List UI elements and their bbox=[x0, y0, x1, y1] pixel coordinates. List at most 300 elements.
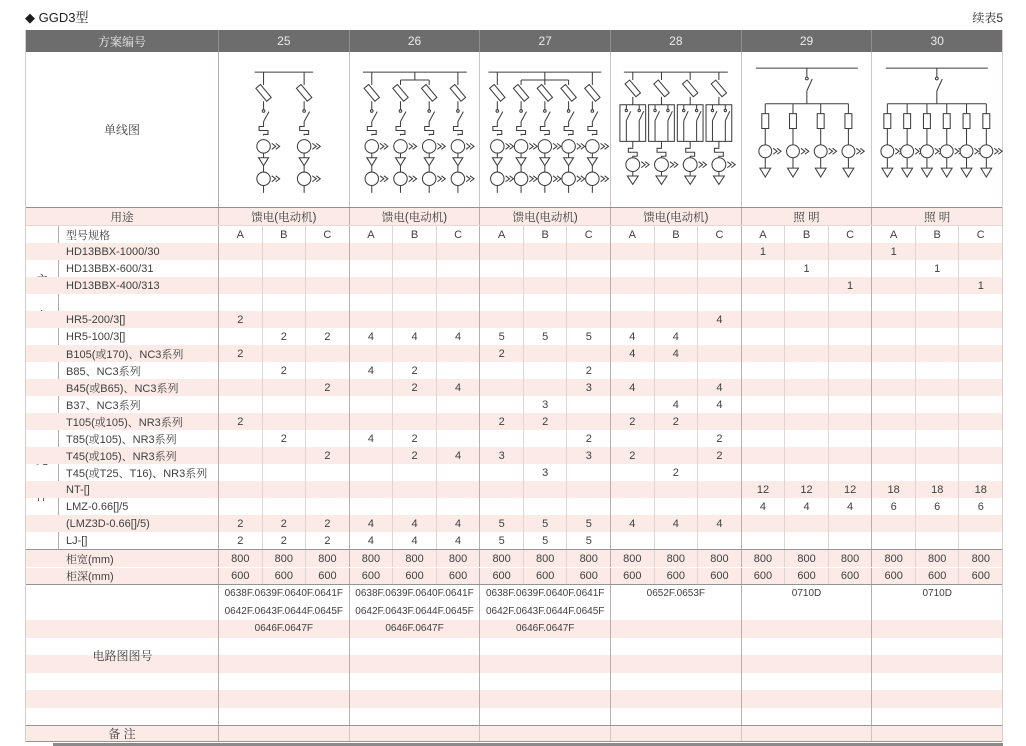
value-cell: C bbox=[846, 228, 855, 241]
value-cell bbox=[480, 498, 524, 515]
scheme-group bbox=[219, 328, 350, 345]
value-cell bbox=[263, 413, 307, 430]
dimension-cell: 800 bbox=[393, 550, 437, 567]
value-cell bbox=[872, 260, 916, 277]
value-cell bbox=[263, 243, 307, 260]
value-cell: 4 bbox=[455, 534, 462, 547]
value-cell bbox=[698, 362, 741, 379]
value-cell: 2 bbox=[219, 515, 263, 532]
model-row bbox=[26, 464, 1002, 481]
scheme-group bbox=[480, 243, 611, 260]
value-cell bbox=[698, 532, 741, 549]
value-cell bbox=[742, 515, 786, 532]
value-cell bbox=[611, 481, 655, 498]
scheme-group bbox=[350, 515, 481, 532]
circuit-number-cell bbox=[742, 655, 873, 673]
value-cell bbox=[829, 328, 872, 345]
value-cell bbox=[611, 430, 655, 447]
scheme-group bbox=[611, 243, 742, 260]
circuit-label-spacer bbox=[26, 638, 219, 656]
scheme-group bbox=[480, 294, 611, 311]
value-cell: 3 bbox=[585, 449, 592, 462]
value-cell bbox=[350, 277, 394, 294]
circuit-number-cell bbox=[872, 655, 1002, 673]
value-cell: 5 bbox=[585, 517, 592, 530]
value-cell bbox=[959, 311, 1002, 328]
value-cell: 2 bbox=[219, 532, 263, 549]
value-cell bbox=[655, 311, 699, 328]
value-cell bbox=[829, 396, 872, 413]
component-matrix bbox=[26, 226, 1002, 549]
value-cell bbox=[524, 277, 568, 294]
dimension-cell: 600 bbox=[971, 570, 990, 582]
value-cell: 18 bbox=[872, 481, 916, 498]
circuit-number-cell bbox=[872, 603, 1002, 621]
value-cell bbox=[524, 447, 568, 464]
value-cell: 2 bbox=[585, 432, 592, 445]
value-cell bbox=[655, 532, 699, 549]
value-cell bbox=[393, 294, 437, 311]
scheme-group bbox=[480, 226, 611, 243]
value-cell bbox=[916, 379, 960, 396]
circuit-number-cell bbox=[219, 638, 350, 656]
scheme-group bbox=[872, 447, 1002, 464]
value-cell bbox=[219, 328, 263, 345]
value-cell bbox=[263, 464, 307, 481]
scheme-number: 26 bbox=[350, 30, 481, 52]
scheme-group bbox=[350, 396, 481, 413]
scheme-group bbox=[219, 413, 350, 430]
value-cell bbox=[480, 481, 524, 498]
value-cell bbox=[306, 311, 349, 328]
value-cell bbox=[437, 498, 480, 515]
value-cell bbox=[306, 430, 349, 447]
value-cell bbox=[655, 362, 699, 379]
value-cell bbox=[959, 294, 1002, 311]
dimension-cell: 800 bbox=[916, 550, 960, 567]
value-cell bbox=[916, 345, 960, 362]
scheme-group bbox=[872, 396, 1002, 413]
scheme-group bbox=[742, 328, 873, 345]
value-cell bbox=[829, 243, 872, 260]
value-cell bbox=[611, 498, 655, 515]
scheme-group bbox=[611, 550, 742, 567]
value-cell bbox=[567, 294, 610, 311]
value-cell bbox=[655, 430, 699, 447]
scheme-group bbox=[350, 498, 481, 515]
value-cell: 2 bbox=[393, 430, 437, 447]
value-cell bbox=[916, 277, 960, 294]
value-cell bbox=[393, 464, 437, 481]
value-cell bbox=[698, 243, 741, 260]
model-row bbox=[26, 277, 1002, 294]
circuit-number-cell bbox=[872, 620, 1002, 638]
value-cell bbox=[219, 396, 263, 413]
value-cell bbox=[916, 413, 960, 430]
scheme-number: 25 bbox=[219, 30, 350, 52]
value-cell bbox=[959, 243, 1002, 260]
value-cell bbox=[655, 447, 699, 464]
value-cell bbox=[350, 498, 394, 515]
value-cell bbox=[611, 243, 655, 260]
circuit-number-cell bbox=[350, 655, 481, 673]
value-cell bbox=[698, 481, 741, 498]
value-cell bbox=[872, 515, 916, 532]
value-cell: 4 bbox=[655, 396, 699, 413]
usage-cell: 照 明 bbox=[924, 211, 951, 224]
circuit-stripe-row bbox=[26, 638, 1002, 656]
model-row-label: B45(或B65)、NC3系列 bbox=[26, 379, 219, 396]
value-cell bbox=[872, 532, 916, 549]
value-cell: 4 bbox=[455, 449, 462, 462]
circuit-number-cell bbox=[611, 603, 742, 621]
scheme-group bbox=[872, 311, 1002, 328]
circuit-number-cell bbox=[742, 690, 873, 708]
scheme-group bbox=[611, 481, 742, 498]
scheme-group bbox=[872, 498, 1002, 515]
scheme-group bbox=[742, 243, 873, 260]
value-cell bbox=[524, 294, 568, 311]
scheme-group bbox=[219, 345, 350, 362]
scheme-group bbox=[742, 498, 873, 515]
value-cell bbox=[567, 481, 610, 498]
model-row bbox=[26, 515, 1002, 532]
circuit-number-cell: 0646F.0647F bbox=[480, 620, 611, 638]
dimension-cell: 600 bbox=[350, 568, 394, 584]
value-cell bbox=[785, 532, 829, 549]
dimension-cell: 600 bbox=[916, 568, 960, 584]
scheme-group bbox=[219, 260, 350, 277]
remark-cell bbox=[350, 726, 481, 741]
value-cell bbox=[306, 498, 349, 515]
cabinet-width-row bbox=[26, 549, 1002, 567]
scheme-group bbox=[480, 328, 611, 345]
circuit-number-cell bbox=[219, 655, 350, 673]
dimension-cell: 800 bbox=[524, 550, 568, 567]
single-line-diagram-26 bbox=[350, 52, 481, 207]
scheme-group bbox=[742, 481, 873, 498]
scheme-group bbox=[611, 464, 742, 481]
value-cell bbox=[959, 447, 1002, 464]
scheme-group bbox=[219, 515, 350, 532]
table-header-row bbox=[26, 30, 1002, 52]
value-cell bbox=[785, 277, 829, 294]
value-cell bbox=[524, 362, 568, 379]
scheme-number: 28 bbox=[611, 30, 742, 52]
circuit-number-cell: 0646F.0647F bbox=[219, 620, 350, 638]
value-cell: 2 bbox=[480, 413, 524, 430]
scheme-group bbox=[611, 430, 742, 447]
model-row-label: T85(或105)、NR3系列 bbox=[26, 430, 219, 447]
dimension-cell: 800 bbox=[579, 552, 598, 565]
value-cell bbox=[219, 481, 263, 498]
scheme-group bbox=[480, 515, 611, 532]
value-cell bbox=[872, 413, 916, 430]
value-cell: 4 bbox=[455, 381, 462, 394]
page-title: ◆ GGD3型 bbox=[25, 10, 89, 25]
value-cell bbox=[698, 277, 741, 294]
value-cell bbox=[872, 277, 916, 294]
scheme-group bbox=[350, 550, 481, 567]
value-cell: 6 bbox=[916, 498, 960, 515]
value-cell bbox=[567, 498, 610, 515]
scheme-group bbox=[742, 568, 873, 584]
scheme-group bbox=[872, 362, 1002, 379]
value-cell bbox=[742, 260, 786, 277]
value-cell bbox=[480, 260, 524, 277]
model-row bbox=[26, 379, 1002, 396]
value-cell: A bbox=[742, 226, 786, 243]
remark-cell bbox=[611, 726, 742, 741]
remark-row-label: 备 注 bbox=[26, 726, 219, 741]
circuit-number-cell bbox=[611, 690, 742, 708]
dimension-cell: 800 bbox=[448, 552, 468, 565]
dimension-cell: 600 bbox=[579, 570, 598, 582]
scheme-group bbox=[219, 481, 350, 498]
value-cell: 2 bbox=[263, 328, 307, 345]
value-cell bbox=[480, 430, 524, 447]
value-cell bbox=[524, 243, 568, 260]
value-cell bbox=[916, 532, 960, 549]
scheme-group bbox=[480, 430, 611, 447]
circuit-number-cell bbox=[350, 690, 481, 708]
scheme-group bbox=[611, 362, 742, 379]
circuit-number-cell bbox=[480, 708, 611, 726]
scheme-group bbox=[742, 447, 873, 464]
value-cell bbox=[219, 498, 263, 515]
value-cell bbox=[785, 447, 829, 464]
value-cell: 1 bbox=[977, 279, 984, 292]
value-cell: 2 bbox=[716, 449, 723, 462]
value-cell bbox=[437, 413, 480, 430]
scheme-group bbox=[742, 532, 873, 549]
scheme-group bbox=[872, 243, 1002, 260]
value-cell bbox=[655, 260, 699, 277]
scheme-group bbox=[219, 277, 350, 294]
scheme-group bbox=[350, 568, 481, 584]
value-cell bbox=[437, 294, 480, 311]
scheme-group bbox=[872, 515, 1002, 532]
value-cell: B bbox=[393, 226, 437, 243]
scheme-group bbox=[611, 328, 742, 345]
value-cell: 2 bbox=[324, 330, 331, 343]
circuit-stripe-row bbox=[26, 620, 1002, 638]
value-cell bbox=[742, 396, 786, 413]
model-row-label: B105(或170)、NC3系列 bbox=[26, 345, 219, 362]
dimension-cell: 800 bbox=[840, 552, 860, 565]
value-cell: 4 bbox=[611, 345, 655, 362]
value-cell: 18 bbox=[916, 481, 960, 498]
model-row-label: T105(或105)、NR3系列 bbox=[26, 413, 219, 430]
scheme-group bbox=[219, 532, 350, 549]
scheme-group bbox=[480, 260, 611, 277]
scheme-group bbox=[872, 345, 1002, 362]
model-row-label: HD13BBX-600/31 bbox=[26, 260, 219, 277]
value-cell bbox=[437, 396, 480, 413]
value-cell bbox=[524, 430, 568, 447]
dimension-cell: 600 bbox=[655, 568, 699, 584]
value-cell bbox=[611, 260, 655, 277]
scheme-group bbox=[872, 430, 1002, 447]
dimension-cell: 600 bbox=[524, 568, 568, 584]
value-cell: 4 bbox=[716, 398, 723, 411]
usage-cell: 馈电(电动机) bbox=[611, 208, 742, 225]
value-cell bbox=[916, 464, 960, 481]
scheme-group bbox=[350, 243, 481, 260]
scheme-group bbox=[480, 277, 611, 294]
value-cell bbox=[219, 379, 263, 396]
value-cell bbox=[306, 481, 349, 498]
value-cell: 2 bbox=[611, 447, 655, 464]
value-cell bbox=[219, 464, 263, 481]
spec-header-row-label: 型号规格 bbox=[26, 226, 219, 243]
value-cell bbox=[785, 243, 829, 260]
value-cell bbox=[829, 515, 872, 532]
value-cell: 4 bbox=[393, 515, 437, 532]
value-cell: B bbox=[524, 226, 568, 243]
scheme-group bbox=[872, 260, 1002, 277]
value-cell bbox=[263, 481, 307, 498]
scheme-group bbox=[350, 260, 481, 277]
usage-row bbox=[26, 208, 1002, 226]
remark-cell bbox=[742, 726, 873, 741]
value-cell bbox=[785, 294, 829, 311]
value-cell bbox=[350, 345, 394, 362]
value-cell bbox=[437, 277, 480, 294]
circuit-stripe-row bbox=[26, 585, 1002, 603]
value-cell bbox=[263, 379, 307, 396]
value-cell: 4 bbox=[393, 328, 437, 345]
value-cell bbox=[219, 260, 263, 277]
dimension-cell: 600 bbox=[710, 570, 729, 582]
model-row-label: T45(或T25、T16)、NR3系列 bbox=[26, 464, 219, 481]
scheme-group bbox=[219, 430, 350, 447]
value-cell: 18 bbox=[974, 483, 987, 496]
circuit-number-cell bbox=[480, 690, 611, 708]
value-cell bbox=[567, 277, 610, 294]
value-cell bbox=[393, 498, 437, 515]
value-cell: 12 bbox=[843, 483, 857, 496]
usage-cell: 馈电(电动机) bbox=[480, 208, 611, 225]
value-cell bbox=[698, 498, 741, 515]
circuit-number-cell bbox=[219, 690, 350, 708]
value-cell bbox=[742, 464, 786, 481]
scheme-group bbox=[350, 226, 481, 243]
value-cell: 2 bbox=[611, 413, 655, 430]
circuit-number-cell bbox=[480, 673, 611, 691]
model-row-label: LMZ-0.66[]/5 bbox=[26, 498, 219, 515]
value-cell bbox=[263, 447, 307, 464]
value-cell bbox=[480, 396, 524, 413]
value-cell bbox=[567, 260, 610, 277]
dimension-cell: 600 bbox=[742, 568, 786, 584]
value-cell: 4 bbox=[350, 532, 394, 549]
value-cell bbox=[611, 532, 655, 549]
circuit-number-cell: 0710D bbox=[742, 585, 873, 603]
value-cell bbox=[306, 464, 349, 481]
remark-cells bbox=[219, 726, 1002, 741]
value-cell bbox=[785, 464, 829, 481]
value-cell: 4 bbox=[716, 517, 723, 530]
header-scheme-label: 方案编号 bbox=[26, 30, 219, 52]
value-cell: 5 bbox=[524, 328, 568, 345]
model-row bbox=[26, 532, 1002, 549]
scheme-number: 29 bbox=[742, 30, 873, 52]
dimension-cell: 800 bbox=[971, 552, 990, 565]
scheme-group bbox=[872, 568, 1002, 584]
circuit-number-cell bbox=[742, 638, 873, 656]
value-cell: 4 bbox=[350, 328, 394, 345]
value-cell bbox=[611, 277, 655, 294]
model-row-label: LJ-[] bbox=[26, 532, 219, 549]
value-cell: 4 bbox=[655, 328, 699, 345]
circuit-number-cell: 0638F.0639F.0640F.0641F bbox=[350, 585, 481, 603]
value-cell bbox=[829, 260, 872, 277]
value-cell bbox=[567, 464, 610, 481]
scheme-group bbox=[350, 311, 481, 328]
model-row-label: B37、NC3系列 bbox=[26, 396, 219, 413]
value-cell bbox=[437, 464, 480, 481]
remark-cell bbox=[872, 726, 1002, 741]
circuit-number-cell bbox=[742, 708, 873, 726]
value-cell bbox=[393, 396, 437, 413]
scheme-group bbox=[219, 362, 350, 379]
value-cell bbox=[916, 311, 960, 328]
value-cell: C bbox=[584, 228, 593, 241]
dimension-cell: 800 bbox=[710, 552, 729, 565]
scheme-group bbox=[219, 464, 350, 481]
value-cell bbox=[785, 430, 829, 447]
value-cell bbox=[959, 413, 1002, 430]
value-cell bbox=[872, 379, 916, 396]
model-row bbox=[26, 260, 1002, 277]
scheme-group bbox=[872, 532, 1002, 549]
scheme-group bbox=[742, 515, 873, 532]
dimension-cell: 800 bbox=[350, 550, 394, 567]
scheme-group bbox=[611, 311, 742, 328]
value-cell bbox=[263, 294, 307, 311]
value-cell: 4 bbox=[716, 313, 723, 326]
value-cell bbox=[393, 413, 437, 430]
scheme-group bbox=[611, 413, 742, 430]
scheme-group bbox=[611, 379, 742, 396]
circuit-diagram-number-region bbox=[26, 585, 1002, 725]
scheme-group bbox=[611, 226, 742, 243]
value-cell bbox=[698, 260, 741, 277]
scheme-group bbox=[742, 277, 873, 294]
value-cell: 12 bbox=[742, 481, 786, 498]
dimension-cell: 800 bbox=[318, 552, 337, 565]
value-cell: 3 bbox=[585, 381, 592, 394]
value-cell: A bbox=[480, 226, 524, 243]
value-cell bbox=[263, 396, 307, 413]
dimension-cell: 600 bbox=[263, 568, 307, 584]
circuit-label-spacer bbox=[26, 690, 219, 708]
circuit-number-cell: 0652F.0653F bbox=[611, 585, 742, 603]
value-cell: 5 bbox=[585, 330, 592, 343]
model-row-label: HR5-200/3[] bbox=[26, 311, 219, 328]
value-cell: 5 bbox=[585, 534, 592, 547]
value-cell bbox=[219, 277, 263, 294]
single-line-diagram-28 bbox=[611, 52, 742, 207]
usage-cell: 馈电(电动机) bbox=[350, 208, 481, 225]
value-cell: 4 bbox=[655, 515, 699, 532]
value-cell bbox=[219, 362, 263, 379]
value-cell bbox=[829, 532, 872, 549]
value-cell bbox=[611, 362, 655, 379]
value-cell bbox=[916, 243, 960, 260]
scheme-group bbox=[219, 498, 350, 515]
